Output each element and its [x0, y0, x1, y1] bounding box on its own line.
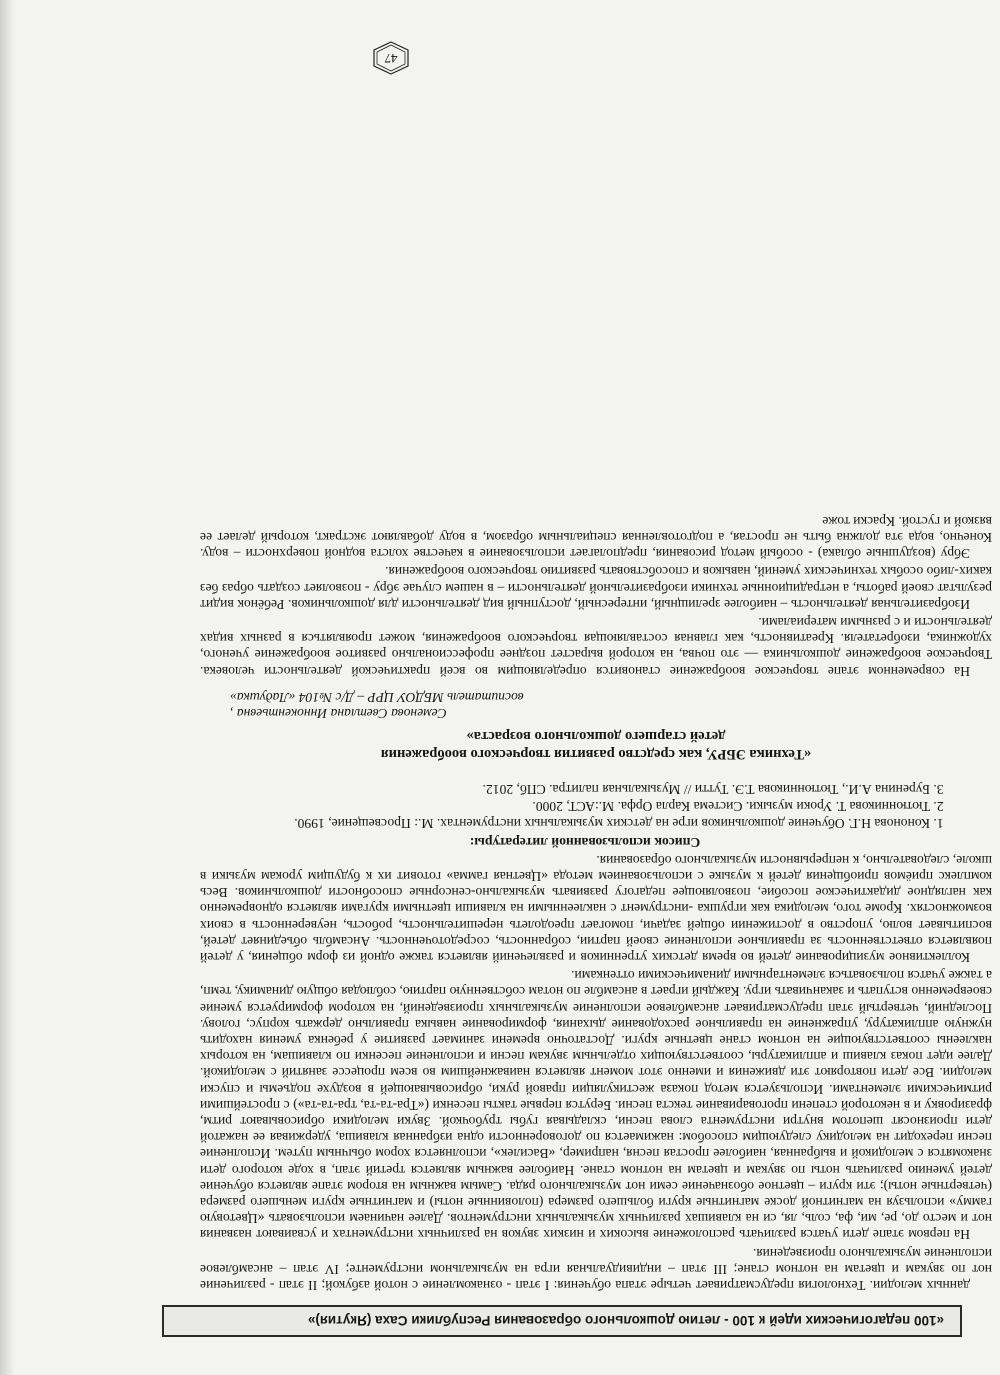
running-header-title: «100 педагогических идей к 100 - летию дошкольного образования Республики Саха (Якутия)» [307, 1313, 944, 1329]
page-number-value: 47 [384, 51, 398, 66]
page-edge-shadow [0, 0, 14, 1375]
article-paragraph: Изобразительная деятельность – наиболее зрелищный, интересный, доступный вид деятельности для дошкольников. Ребёнок видит результат своей работы, а нетрадиционные техники изобразительной деятельности – в нашем случае эбру - позволяет создать образ без каких-либо особых технических умений, навыков и способствовать развитию творческого воображения. [200, 564, 992, 612]
article-paragraph: На современном этапе творческое воображение становится определяющим во всей практической деятельности человека. Творческое воображение дошкольника — это почва, на которой вырастет позднее профессионально развитое воображение ученого, художника, изобретателя. Креативность, как главная составляющая творческого воображения, может проявляться в разных видах деятельности и с разными материалами. [200, 615, 992, 679]
reference-item: 3. Буренина А.И., Тютюнникова Т.Э. Тутти // Музыкальная палитра. СПб, 2012. [200, 781, 930, 797]
author-position: воспитатель МБДОУ ЦРР – Д/с №104 «Ладушка» [230, 689, 524, 705]
article-author [200, 689, 992, 721]
author-name: Семенова Светлана Иннокентьевна , [230, 705, 447, 721]
references-title: Список использованной литературы: [469, 834, 701, 850]
body-paragraph: данных мелодии. Технология предусматривает четыре этапа обучения: I этап - ознакомление с нотой азбукой; II этап - различение нот по звукам и цветам на нотном стане; III этап – индивидуальная игра на музыкальном инструменте; IV этап – ансамблевое исполнение музыкального произведения. [200, 1245, 992, 1293]
running-header [162, 1305, 962, 1337]
references-list [200, 781, 992, 832]
article-title [200, 727, 992, 763]
article-paragraph: Эбру (воздушные облака) - особый метод рисования, предполагает использование в качестве холста водной поверхности – воду. Конечно, вода эта должна быть не простая, а подготовленная специальным образом, в воду добавляют экстракт, который делает ее вязкой и густой. Краски тоже [200, 513, 992, 562]
article-title-line: «Техника ЭБРУ, как средство развития творческого воображения [380, 745, 812, 762]
page-content [200, 511, 1000, 1293]
article-title-line: детей старшего дошкольного возраста» [466, 727, 726, 744]
reference-item: 1. Кононова Н.Г. Обучение дошкольников игре на детских музыкальных инструментах. М.: Просвещение, 1990. [200, 815, 930, 831]
body-paragraph: На первом этапе дети учатся различать расположение высоких и низких звуков на различных инструментах и усваивают названия нот и место до, ре, ми, фа, соль, ля, си на клавишах различных музыкальных инструментов. Далее начинаем использовать «Цветовую гамму» используя на магнитной доске магнитные круги большего размера (половинные ноты) и магнитные круги меньшего размера (четвертные ноты); эти круги – цветное обозначение семи нот музыкального ряда. Самым важным на втором этапе является обучение детей умению различать ноты по звукам и цветам на нотном стане. Наиболее важным является третий этап, в ходе которого дети знакомятся с мелодикой и выбранная, наиболее простая песня, например, «Василек», исполняется хором обычным путем. Исполнение песни переходит на мелодику следующим способом: нажимается по договоренности одна избранная клавиша, удерживая ее нажатой дети произносят шепотом внутри инструмента слова песни, складывая губы трубочкой. Звуки мелодики обрисовывают ритм, фразировку и в некоторой степени проговаривание текста песни. Берутся первые такты песенки («Тра-та-та, тра-та-та») с простейшими ритмическими элементами. Используется метод показа жестикуляции правой руки, обрисовывающей в воздухе подъемы и спуски мелодии. Все дети повторяют эти движения и именно этот момент является наиважнейшим во всем процессе занятий с мелодикой. Далее идет показ клавиш и аппликатуры, соответствующих отдельным звукам песни и исполнение песенки по клавишам, на которых наклеены соответствующие на нотном стане цветные круги. Достаточно времени занимает развитие у ребенка умения находить нужную аппликатуру, упражнение на правильное расходование дыхания, формирование навыка правильно держать корпус, голову. Последний, четвертый этап предусматривает ансамблевое исполнение музыкальных произведений, на котором формируется умение своевременно вступать и заканчивать игру. Каждый играет в ансамбле по нотам собственную партию, соблюдая общую динамику, темп, а также учатся пользоваться элементарными динамическими оттенками. [200, 968, 992, 1243]
reference-item: 2. Тютюнникова Т. Уроки музыки. Система Карла Орфа. М.:АСТ, 2000. [200, 798, 930, 814]
page-number [372, 41, 410, 75]
body-paragraph: Коллективное музицирование детей во время детских утренников и развлечений является также одной из форм общения, у детей появляется ответственность за правильное исполнение своей партии, собранность, сосредоточенность. Ансамбль объединяет детей, воспитывает волю, упорство в достижении общей задачи, помогает преодолеть нерешительность, робость, неуверенность в своих возможностях. Кроме того, мелодика как игрушка -инструмент с наклеенными на клавиши цветными кругами является одновременно как наглядное дидактическое пособие, позволяющее педагогу развивать музыкально-сенсорные способности дошкольников. Весь комплекс приёмов приобщения детей к музыке с использованием метода «Цветная гамма» готовит их к будущим урокам музыки в школе, следовательно, к непрерывности музыкального образования. [200, 852, 992, 965]
